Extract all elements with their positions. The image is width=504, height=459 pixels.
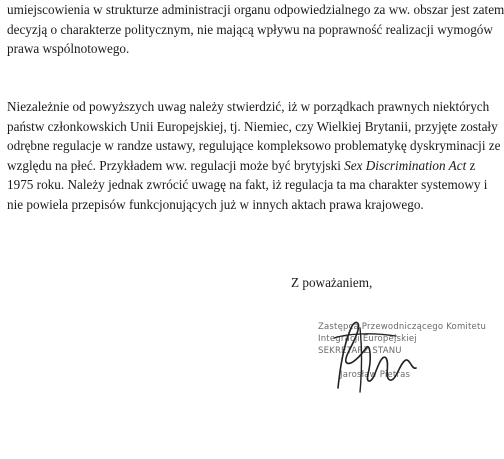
handwritten-signature [300,318,475,396]
closing-salutation: Z poważaniem, [291,275,373,290]
paragraph-1 [7,0,504,59]
stamp-line: SEKRETARZ STANU [318,346,402,356]
paragraph-2-line: Niezależnie od powyższych uwag należy stwierdzić, iż w porządkach prawnych niektórych [7,99,490,114]
paragraph-2-line: państw członkowskich Unii Europejskiej, tj. Niemiec, czy Wielkiej Brytanii, przyjęte zostały [7,118,498,134]
paragraph-2-line-text: z [469,157,476,173]
paragraph-2-line: 1975 roku. Należy jednak zwrócić uwagę na fakt, iż regulacja ta ma charakter systemowy i [7,177,488,193]
official-stamp [300,318,487,396]
stamp-line: Jarosław Pietras [340,370,411,380]
stamp-line: Zastępca Przewodniczącego Komitetu [318,322,487,332]
paragraph-2-line: nie powiela przepisów funkcjonujących już w innych aktach prawa krajowego. [7,196,424,212]
paragraph-2-line: odrębne regulacje w randze ustawy, regulujące kompleksowo problematykę dyskryminacji ze [7,138,501,154]
paragraph-1-line: decyzją o charakterze politycznym, nie mającą wpływu na poprawność realizacji wymogów [7,21,493,37]
act-title: Sex Discrimination Act [344,157,467,173]
paragraph-2-line [7,156,476,176]
paragraph-1-line: umiejscowienia w strukturze administracji organu odpowiedzialnego za ww. obszar jest zatem [7,2,504,17]
paragraph-2 [7,97,501,215]
paragraph-1-line: prawa wspólnotowego. [7,41,130,57]
paragraph-2-line-text: względu na płeć. Przykładem ww. regulacji może być brytyjski [7,157,345,173]
stamp-line: Integracji Europejskiej [318,334,417,344]
